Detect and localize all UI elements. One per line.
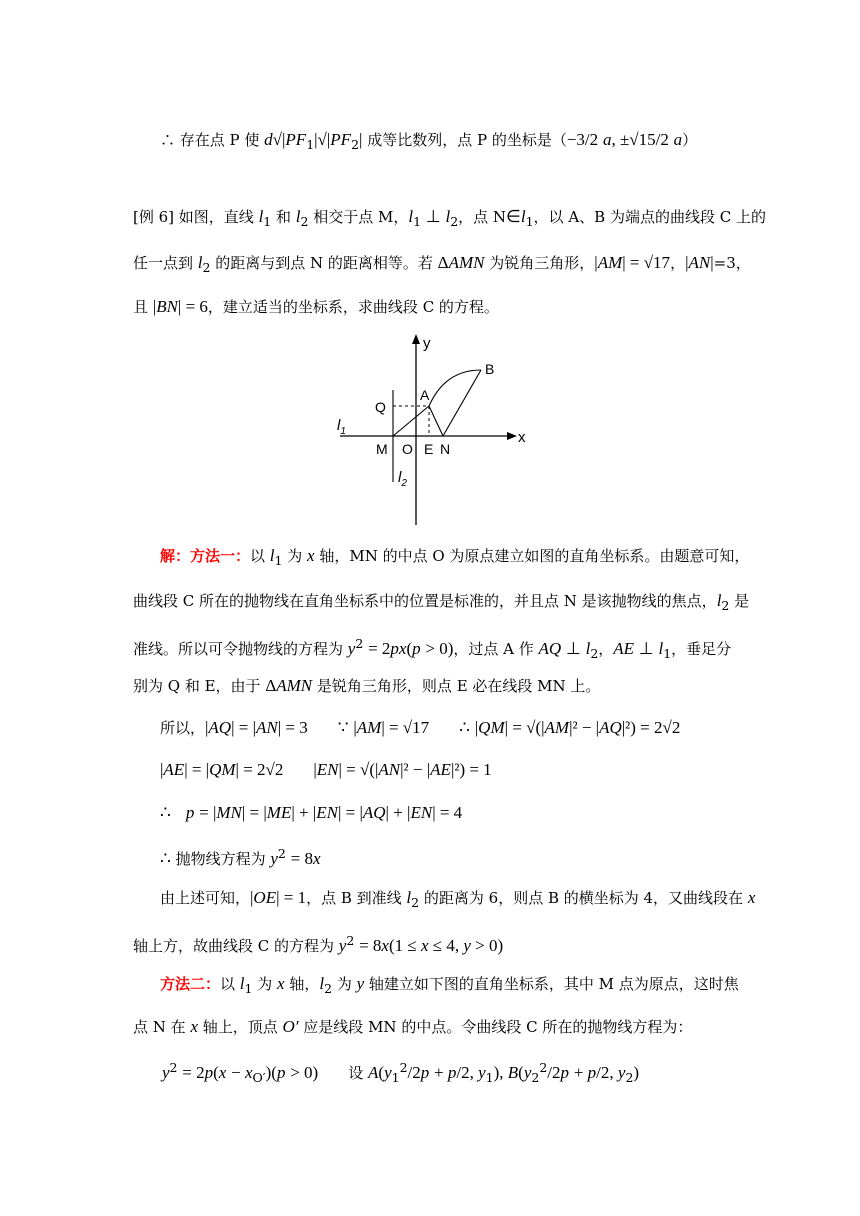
text-line-l16: $y^2 = 2p(x - x_{O'})(p > 0)$ 设 $A(y_1^2/2p + p/2$, $y_1$), $B(y_2^2/2p + p/2$, $y_2$) <box>162 1060 640 1085</box>
label-N: N <box>440 441 451 457</box>
text-line-l1: [例 6] 如图，直线 $l_1$ 和 $l_2$ 相交于点 M，$l_1$ ⊥ $l_2$，点 $N\in l_1$，以 A、B 为端点的曲线段 C 上的 <box>133 207 766 229</box>
label-A: A <box>420 387 430 403</box>
text-line-l5: 曲线段 C 所在的抛物线在直角坐标系中的位置是标准的，并且点 N 是该抛物线的焦点，$l_2$ 是 <box>133 591 750 613</box>
label-x: x <box>518 429 526 446</box>
text-line-l7: 别为 Q 和 E，由于 ΔAMN 是锐角三角形，则点 E 必在线段 MN 上。 <box>133 676 601 695</box>
text-line-l15: 点 N 在 x 轴上，顶点 O′ 应是线段 MN 的中点。令曲线段 C 所在的抛物线方程为： <box>133 1017 693 1036</box>
label-E: E <box>424 441 434 457</box>
text-line-l10: ∴ p = |MN| = |ME| + |EN| = |AQ| + |EN| = 4 <box>160 803 463 822</box>
text-line-l13: 轴上方，故曲线段 C 的方程为 $y^2 = 8x(1 \le x \le 4$, y > 0) <box>133 933 504 955</box>
label-B: B <box>485 361 495 377</box>
text-line-l4: 解：方法一：以 $l_1$ 为 x 轴，MN 的中点 O 为原点建立如图的直角坐标系。由题意可知， <box>160 546 750 568</box>
text-line-l8: 所以，|AQ| = |AN| = 3 ∵ |AM| = √17 ∴ |QM| = √(|AM|² − |AQ|²) = 2√2 <box>160 718 681 737</box>
segment-AN <box>429 406 443 436</box>
text-line-l6: 准线。所以可令抛物线的方程为 $y^2 = 2px(p > 0)$，过点 A 作 AQ ⊥ $l_2$，AE ⊥ $l_1$，垂足分 <box>133 636 732 661</box>
segment-MA <box>393 406 429 436</box>
label-Q: Q <box>375 399 386 415</box>
label-O: O <box>402 441 413 457</box>
curve-AB <box>429 370 481 406</box>
label-M: M <box>376 441 388 457</box>
text-line-l11: ∴ 抛物线方程为 $y^2 = 8x$ <box>160 846 321 868</box>
y-axis-arrow <box>412 334 420 344</box>
label-l2: $l_2$ <box>398 469 407 489</box>
text-line-l12: 由上述可知，|OE| = 1，点 B 到准线 $l_2$ 的距离为 6，则点 B 的横坐标为 4，又曲线段在 x <box>160 888 756 910</box>
text-line-l2: 任一点到 $l_2$ 的距离与到点 N 的距离相等。若 ΔAMN 为锐角三角形，|AM| = √17，|AN|=3， <box>133 253 751 275</box>
text-line-l0: ∴ 存在点 P 使 $d√|PF_1|√|PF_2|$ 成等比数列，点 P 的坐标是（−3/2 a, ±√15/2 a） <box>160 130 698 152</box>
text-line-l9: |AE| = |QM| = 2√2 |EN| = √(|AN|² − |AE|²) = 1 <box>160 760 492 779</box>
label-l1: $l_1$ <box>337 417 346 437</box>
x-axis-arrow <box>507 432 517 440</box>
label-y: y <box>423 335 431 352</box>
coordinate-figure <box>320 330 540 530</box>
text-line-l14: 方法二：以 $l_1$ 为 x 轴，$l_2$ 为 y 轴建立如下图的直角坐标系，其中 M 点为原点，这时焦 <box>160 974 739 996</box>
text-line-l3: 且 |BN| = 6，建立适当的坐标系，求曲线段 C 的方程。 <box>133 297 499 316</box>
